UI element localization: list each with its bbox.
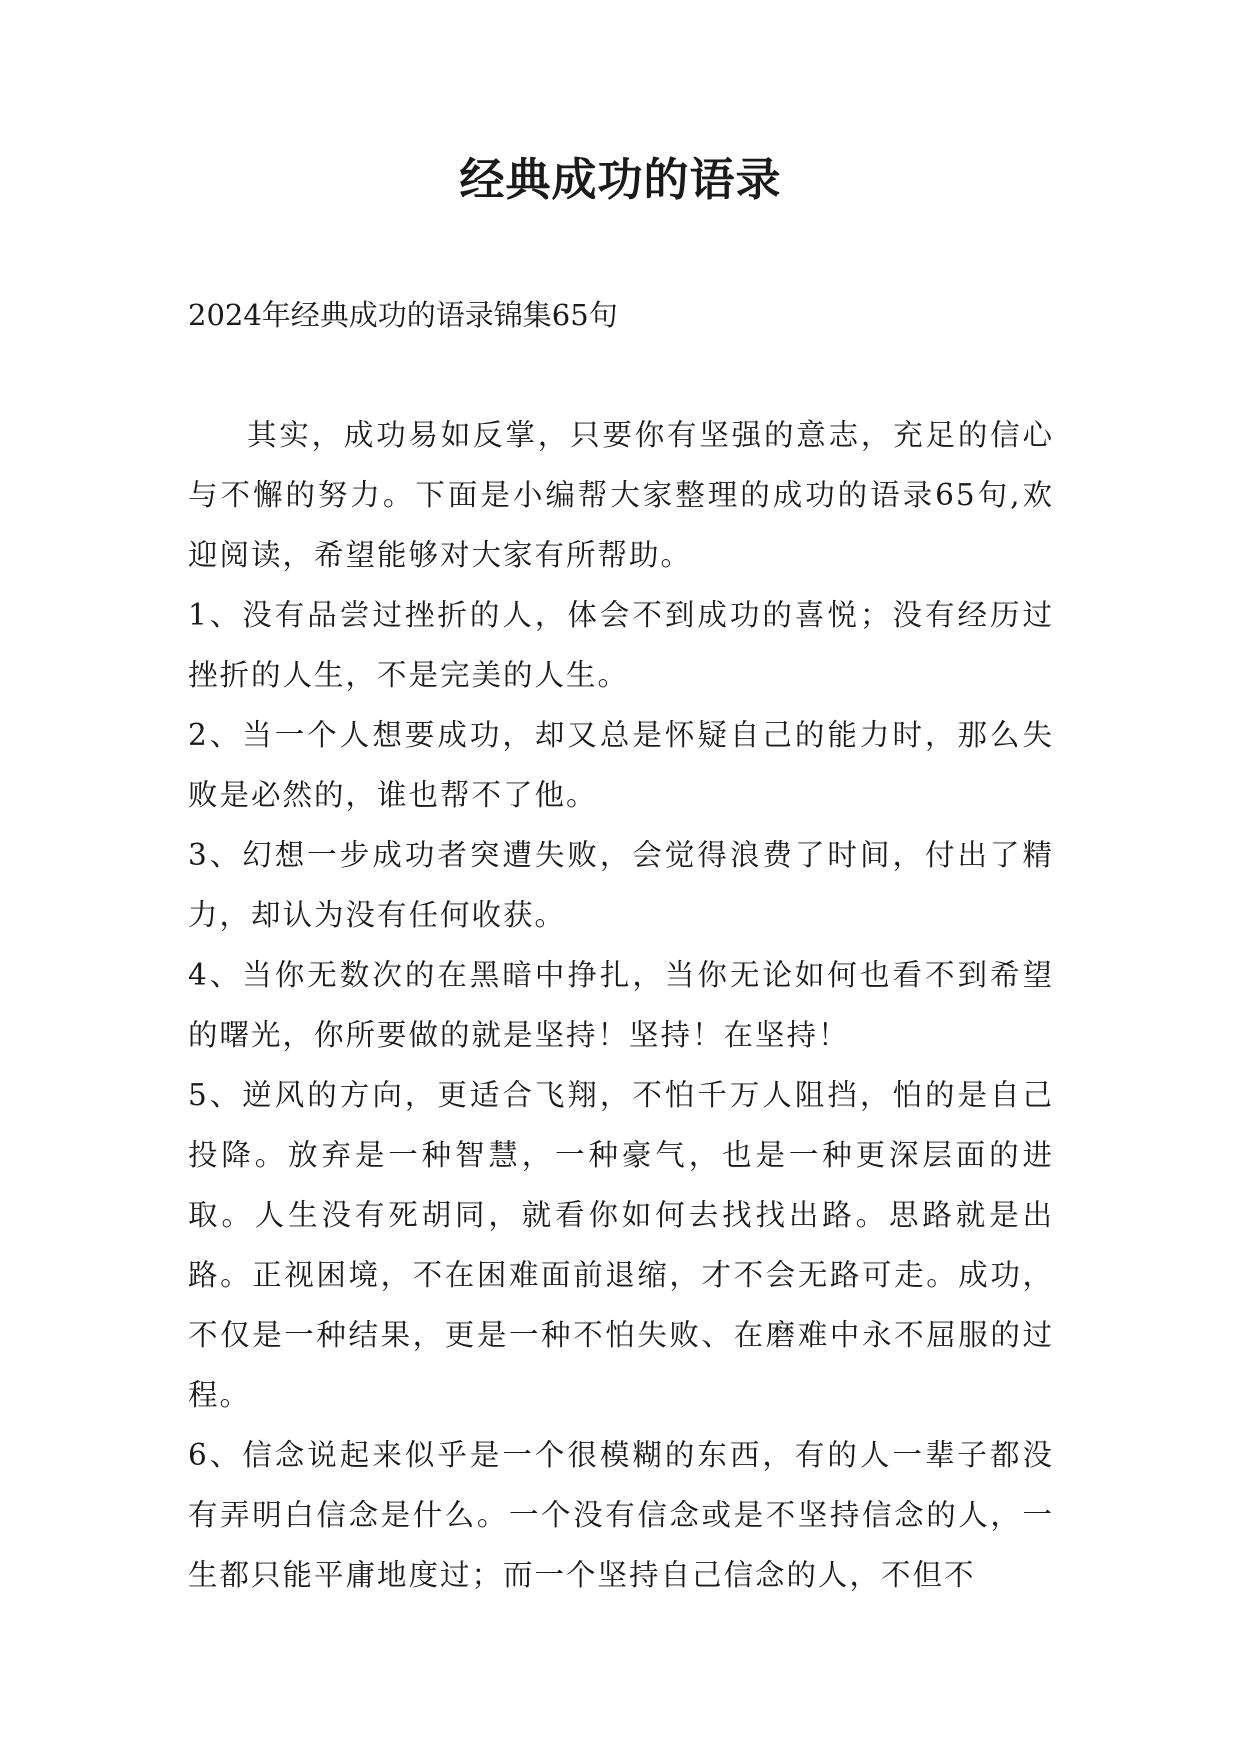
quote-item-6: 6、信念说起来似乎是一个很模糊的东西，有的人一辈子都没有弄明白信念是什么。一个没有信念或是不坚持信念的人，一生都只能平庸地度过；而一个坚持自己信念的人，不但不 — [188, 1438, 1054, 1592]
quote-item-4: 4、当你无数次的在黑暗中挣扎，当你无论如何也看不到希望的曙光，你所要做的就是坚持！坚持！在坚持！ — [188, 958, 1054, 1052]
quote-item-3: 3、幻想一步成功者突遭失败，会觉得浪费了时间，付出了精力，却认为没有任何收获。 — [188, 838, 1054, 932]
quote-item-5: 5、逆风的方向，更适合飞翔，不怕千万人阻挡，怕的是自己投降。放弃是一种智慧，一种豪气，也是一种更深层面的进取。人生没有死胡同，就看你如何去找找出路。思路就是出路。正视困境，不在困难面前退缩，才不会无路可走。成功，不仅是一种结果，更是一种不怕失败、在磨难中永不屈服的过程。 — [188, 1078, 1054, 1412]
quote-item-1: 1、没有品尝过挫折的人，体会不到成功的喜悦；没有经历过挫折的人生，不是完美的人生。 — [188, 598, 1054, 692]
document-body — [188, 405, 1054, 1605]
document-title: 经典成功的语录 — [459, 153, 782, 206]
intro-paragraph: 其实，成功易如反掌，只要你有坚强的意志，充足的信心与不懈的努力。下面是小编帮大家整理的成功的语录65句,欢迎阅读，希望能够对大家有所帮助。 — [188, 418, 1054, 572]
quote-item-2: 2、当一个人想要成功，却又总是怀疑自己的能力时，那么失败是必然的，谁也帮不了他。 — [188, 718, 1054, 812]
document-subtitle: 2024年经典成功的语录锦集65句 — [188, 298, 618, 332]
